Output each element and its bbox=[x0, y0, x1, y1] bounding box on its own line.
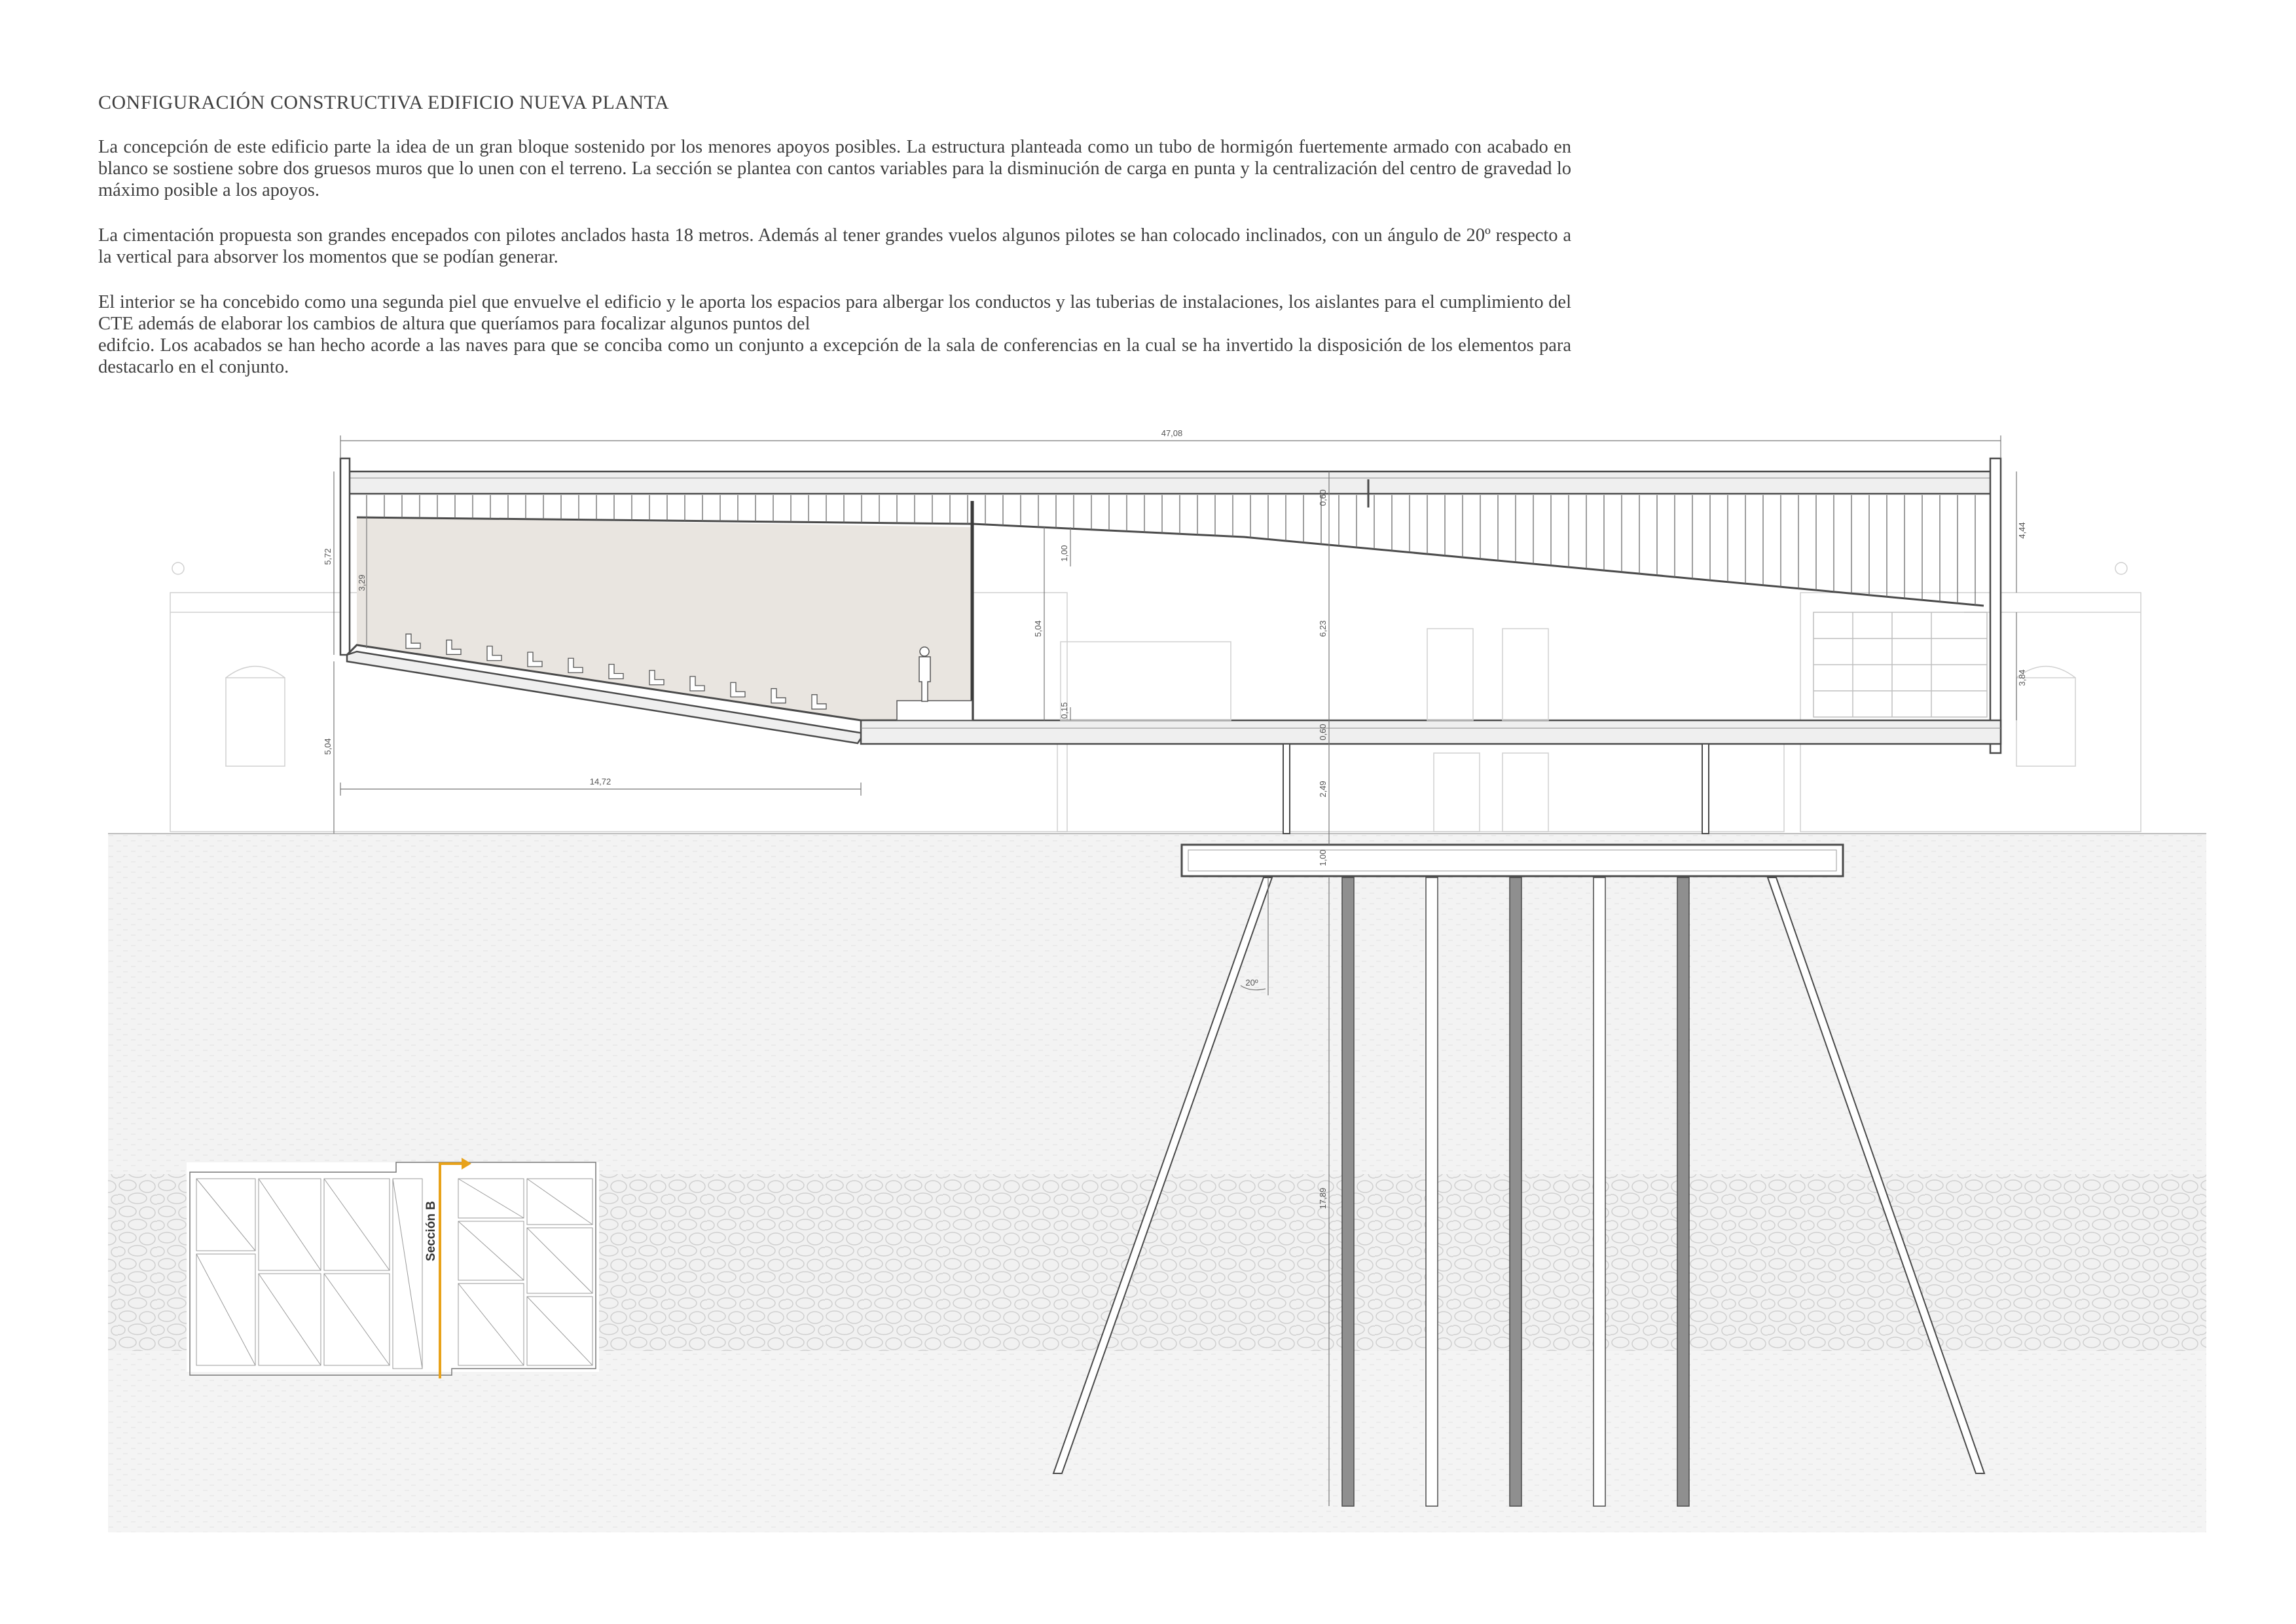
pile-4 bbox=[1594, 877, 1605, 1506]
finial-left bbox=[172, 563, 184, 574]
dim-mid-height: 5,04 bbox=[1033, 620, 1043, 637]
dim-left-height: 5,72 bbox=[323, 548, 333, 565]
ground-layer-top-texture bbox=[108, 834, 2206, 1174]
dim-max-height: 6,23 bbox=[1318, 620, 1328, 637]
wall-left bbox=[340, 458, 350, 655]
paragraph-line: El interior se ha concebido como una segunda piel que envuelve el edificio y le aporta los espacios para albergar los conductos y las tuberias de instalaciones, los aislantes para el cumplimiento del CTE además de elaborar los cambios de altura que queríamos para focalizar algunos puntos del bbox=[98, 292, 1571, 334]
wall-right bbox=[1990, 458, 2001, 753]
paragraph-line: edifcio. Los acabados se han hecho acorde a las naves para que se conciba como un conjunto a excepción de la sala de conferencias en la cual se ha invertido la disposición de los elementos para destacarlo en el conjunto. bbox=[98, 335, 1571, 377]
ceiling-right bbox=[972, 524, 1984, 606]
ground-layer-bottom-texture bbox=[108, 1351, 2206, 1532]
shelving-right bbox=[1813, 612, 1987, 717]
support-column-left bbox=[1283, 744, 1290, 834]
dim-slab-top: 0,60 bbox=[1318, 489, 1328, 506]
dim-cantilever: 14,72 bbox=[589, 777, 611, 786]
key-plan bbox=[187, 1158, 599, 1378]
dim-beam-depth: 1,00 bbox=[1059, 545, 1069, 562]
paragraph-line: La concepción de este edificio parte la idea de un gran bloque sostenido por los menores apoyos posibles. La estructura planteada como un tubo de hormigón fuertemente armado con acabado en blanco se sostiene sobre dos gruesos muros que lo unen con el terreno. La sección se plantea con cantos variables para la disminución de carga en punta y la centralización del centro de gravedad lo máximo posible a los apoyos. bbox=[98, 137, 1571, 200]
dim-slab-floor: 0,60 bbox=[1318, 724, 1328, 741]
page-title: CONFIGURACIÓN CONSTRUCTIVA EDIFICIO NUEVA PLANTA bbox=[98, 92, 670, 113]
roof-slab bbox=[347, 471, 2000, 494]
pile-3 bbox=[1510, 877, 1522, 1506]
paragraph-line: La cimentación propuesta son grandes encepados con pilotes anclados hasta 18 metros. Además al tener grandes vuelos algunos pilotes se han colocado inclinados, con un ángulo de 20º respecto a la vertical para absorver los momentos que se podían generar. bbox=[98, 225, 1571, 267]
dim-clearance: 2,49 bbox=[1318, 781, 1328, 798]
auditorium-wall bbox=[357, 517, 972, 720]
pile-2 bbox=[1426, 877, 1438, 1506]
dim-right-bottom: 3,84 bbox=[2017, 669, 2027, 686]
dim-floor-offset: 0,15 bbox=[1059, 702, 1069, 719]
dim-right-top: 4,44 bbox=[2017, 522, 2027, 539]
floor-slab bbox=[861, 720, 2001, 744]
section-label: Sección B bbox=[424, 1201, 438, 1261]
dim-cap-depth: 1,00 bbox=[1318, 849, 1328, 866]
interior-elevation bbox=[1061, 629, 1548, 720]
dim-pile-length: 17,89 bbox=[1318, 1187, 1328, 1209]
dim-auditorium-height: 3,29 bbox=[357, 574, 367, 591]
pile-5 bbox=[1677, 877, 1689, 1506]
pile-cap bbox=[1182, 845, 1843, 876]
dim-left-support: 5,04 bbox=[323, 738, 333, 755]
pile-1 bbox=[1342, 877, 1354, 1506]
support-column-right bbox=[1702, 744, 1709, 834]
dim-pile-angle: 20º bbox=[1245, 978, 1258, 987]
dim-total-length: 47,08 bbox=[1161, 428, 1183, 438]
stage bbox=[897, 701, 972, 720]
finial-right bbox=[2115, 563, 2127, 574]
